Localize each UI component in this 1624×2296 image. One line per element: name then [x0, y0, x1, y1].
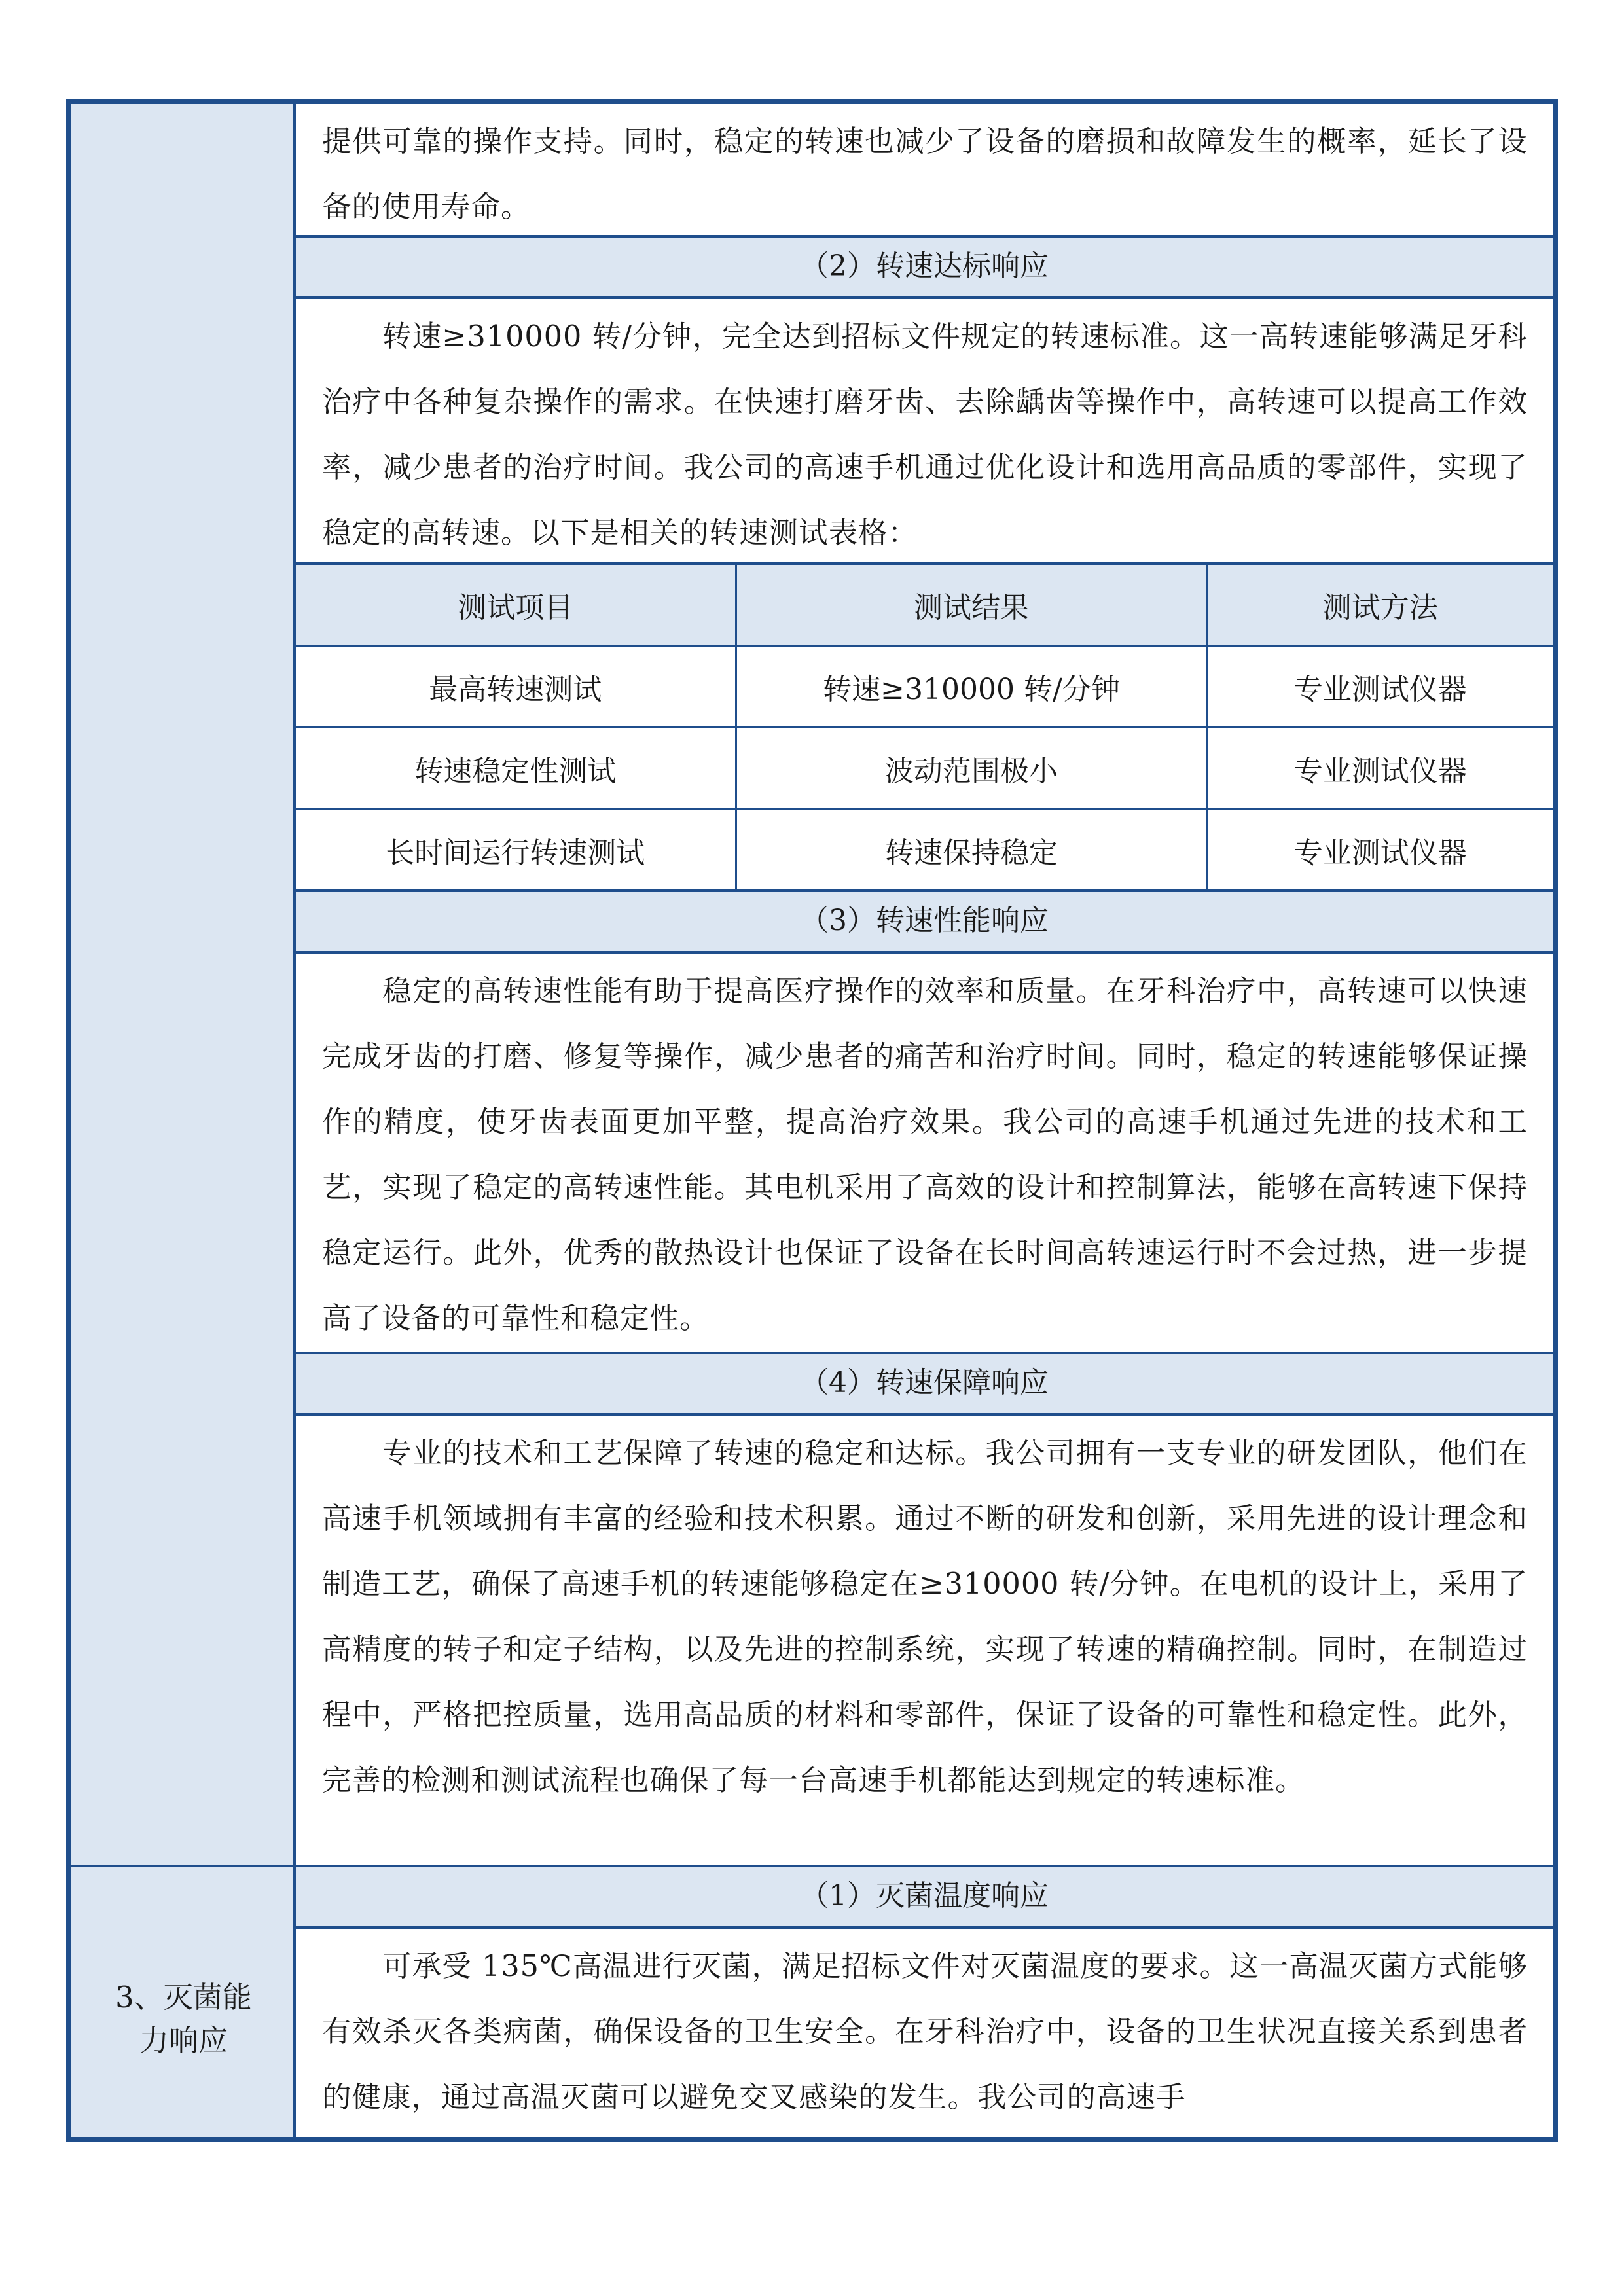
sterilization-temperature-paragraph: 可承受 135℃高温进行灭菌，满足招标文件对灭菌温度的要求。这一高温灭菌方式能够有效杀灭各类病菌，确保设备的卫生安全。在牙科治疗中，设备的卫生状况直接关系到患者的健康，通过高温灭菌可以避免交叉感染的发生。我公司的高速手 [322, 1950, 1528, 2114]
divider-line [296, 1413, 1553, 1416]
section-3-label [71, 1976, 296, 2062]
table-header-row [296, 565, 1553, 646]
rpm-compliance-paragraph: 转速≥310000 转/分钟，完全达到招标文件规定的转速标准。这一高转速能够满足牙科治疗中各种复杂操作的需求。在快速打磨牙齿、去除龋齿等操作中，高转速可以提高工作效率，减少患者的治疗时间。我公司的高速手机通过优化设计和选用高品质的零部件，实现了稳定的高转速。以下是相关的转速测试表格： [322, 320, 1528, 550]
intro-paragraph: 提供可靠的操作支持。同时，稳定的转速也减少了设备的磨损和故障发生的概率，延长了设备的使用寿命。 [322, 125, 1528, 224]
section-header-rpm-performance: （3）转速性能响应 [296, 892, 1553, 951]
table-header-cell: 测试结果 [736, 565, 1207, 646]
section-header-sterilization-temperature: （1）灭菌温度响应 [296, 1867, 1553, 1926]
section-3-label-line1: 3、灭菌能 [115, 1980, 252, 2015]
left-label-column [71, 104, 296, 2137]
divider-line [296, 1926, 1553, 1929]
speed-test-table [296, 565, 1553, 890]
table-header-cell: 测试方法 [1207, 565, 1553, 646]
table-row [296, 728, 1553, 810]
right-content-column [296, 104, 1553, 2137]
table-cell: 转速稳定性测试 [296, 728, 736, 810]
rpm-performance-paragraph: 稳定的高转速性能有助于提高医疗操作的效率和质量。在牙科治疗中，高转速可以快速完成牙齿的打磨、修复等操作，减少患者的痛苦和治疗时间。同时，稳定的转速能够保证操作的精度，使牙齿表面更加平整，提高治疗效果。我公司的高速手机通过先进的技术和工艺，实现了稳定的高转速性能。其电机采用了高效的设计和控制算法，能够在高转速下保持稳定运行。此外，优秀的散热设计也保证了设备在长时间高转速运行时不会过热，进一步提高了设备的可靠性和稳定性。 [322, 975, 1528, 1335]
table-cell: 最高转速测试 [296, 646, 736, 728]
response-table-frame [66, 99, 1558, 2142]
table-row [296, 646, 1553, 728]
table-cell: 专业测试仪器 [1207, 728, 1553, 810]
table-cell: 专业测试仪器 [1207, 646, 1553, 728]
table-header-cell: 测试项目 [296, 565, 736, 646]
table-cell: 波动范围极小 [736, 728, 1207, 810]
rpm-assurance-paragraph: 专业的技术和工艺保障了转速的稳定和达标。我公司拥有一支专业的研发团队，他们在高速手机领域拥有丰富的经验和技术积累。通过不断的研发和创新，采用先进的设计理念和制造工艺，确保了高速手机的转速能够稳定在≥310000 转/分钟。在电机的设计上，采用了高精度的转子和定子结构，以及先进的控制系统，实现了转速的精确控制。同时，在制造过程中，严格把控质量，选用高品质的材料和零部件，保证了设备的可靠性和稳定性。此外，完善的检测和测试流程也确保了每一台高速手机都能达到规定的转速标准。 [322, 1437, 1528, 1797]
divider-line [296, 296, 1553, 299]
section-header-rpm-compliance: （2）转速达标响应 [296, 238, 1553, 296]
table-row [296, 810, 1553, 891]
table-cell: 长时间运行转速测试 [296, 810, 736, 891]
left-column-divider [71, 1865, 296, 1867]
table-cell: 转速≥310000 转/分钟 [736, 646, 1207, 728]
section-3-label-line2: 力响应 [139, 2023, 228, 2058]
table-cell: 专业测试仪器 [1207, 810, 1553, 891]
divider-line [296, 951, 1553, 954]
table-cell: 转速保持稳定 [736, 810, 1207, 891]
section-header-rpm-assurance: （4）转速保障响应 [296, 1354, 1553, 1413]
